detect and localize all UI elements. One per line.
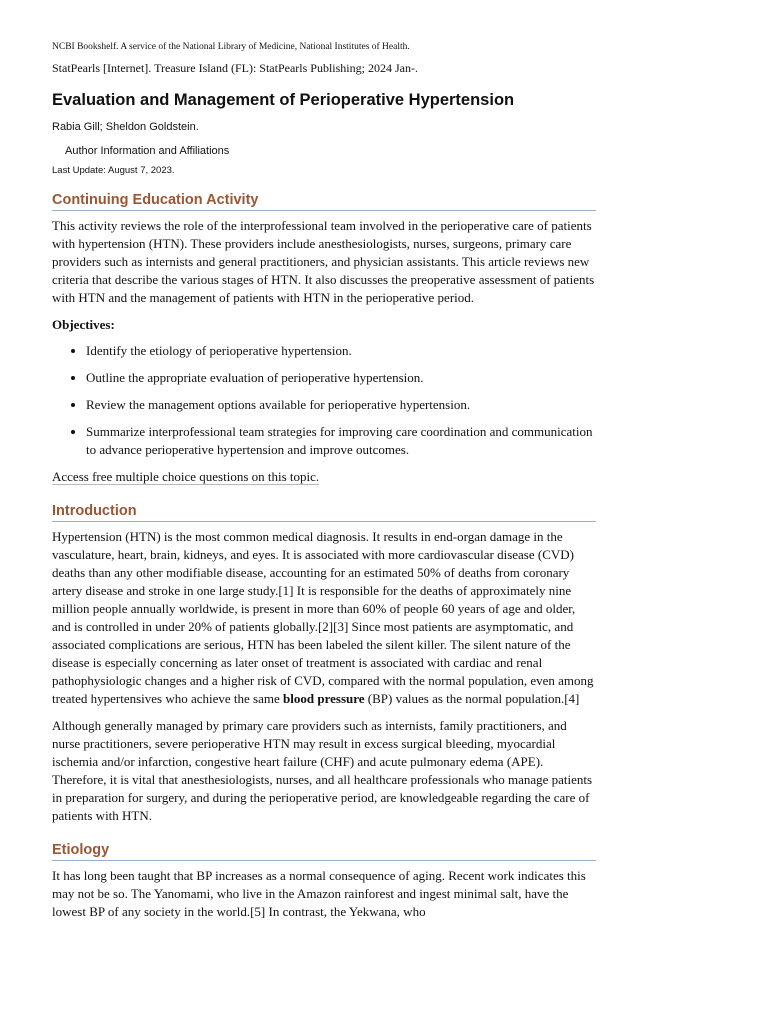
mcq-link-line — [52, 468, 596, 486]
article-title: Evaluation and Management of Perioperative Hypertension — [52, 91, 515, 109]
article-content — [52, 40, 596, 930]
section-heading-etiology: Etiology — [52, 841, 596, 861]
section-heading-cea: Continuing Education Activity — [52, 191, 596, 211]
ncbi-banner: NCBI Bookshelf. A service of the National Library of Medicine, National Institutes of Health. — [52, 42, 410, 52]
intro-p1-text: Hypertension (HTN) is the most common medical diagnosis. It results in end-organ damage in the vasculature, heart, brain, kidneys, and eyes. It is associated with more cardiovascular disease (CVD) deaths than any other modifiable disease, accounting for an estimated 50% of deaths from coronary artery disease and stroke in one large study.[1] It is responsible for the deaths of approximately nine million people annually worldwide, is present in more than 60% of people 60 years of age and older, and is controlled in under 20% of patients globally.[2][3] Since most patients are asymptomatic, and associated complications are serious, HTN has been labeled the silent killer. The silent nature of the disease is especially concerning as later onset of treatment is associated with cardiac and renal pathophysiologic changes and a higher risk of CVD, compared with the normal population, even among treated hypertensives who achieve the same — [52, 529, 594, 706]
objectives-list — [52, 342, 596, 459]
objective-item: • Outline the appropriate evaluation of perioperative hypertension. — [86, 369, 596, 387]
mcq-link[interactable]: Access free multiple choice questions on this topic. — [52, 469, 320, 484]
objectives-label: Objectives: — [52, 317, 115, 332]
blood-pressure-term: blood pressure — [283, 691, 365, 706]
section-continuing-education — [52, 191, 596, 486]
intro-paragraph-2: Although generally managed by primary care providers such as internists, family practitioners, and nurse practitioners, severe perioperative HTN may result in excess surgical bleeding, myocardial ischemia and/or infarction, congestive heart failure (CHF) and acute pulmonary edema (APE). Therefore, it is vital that anesthesiologists, nurses, and all healthcare professionals who manage patients in preparation for surgery, and during the perioperative period, are knowledgeable regarding the care of patients with HTN. — [52, 718, 593, 823]
section-introduction — [52, 502, 596, 825]
section-etiology — [52, 841, 596, 921]
section-heading-introduction: Introduction — [52, 502, 596, 522]
book-citation: StatPearls [Internet]. Treasure Island (FL): StatPearls Publishing; 2024 Jan-. — [52, 61, 418, 75]
author-affiliations-link[interactable]: Author Information and Affiliations — [65, 145, 230, 157]
objective-item: • Summarize interprofessional team strategies for improving care coordination and communication to advance perioperative hypertension and improve outcomes. — [86, 423, 596, 459]
objective-item: • Review the management options available for perioperative hypertension. — [86, 396, 596, 414]
article-authors: Rabia Gill; Sheldon Goldstein. — [52, 121, 199, 133]
intro-p1-text-end: (BP) values as the normal population.[4] — [364, 691, 580, 706]
objective-item: • Identify the etiology of perioperative hypertension. — [86, 342, 596, 360]
cea-paragraph: This activity reviews the role of the interprofessional team involved in the perioperative care of patients with hypertension (HTN). These providers include anesthesiologists, nurses, surgeons, primary care providers such as internists and general practitioners, and physician assistants. This article reviews new criteria that describe the various stages of HTN. It also discusses the preoperative assessment of patients with HTN and the management of patients with HTN in the perioperative period. — [52, 218, 595, 305]
etiology-paragraph-1: It has long been taught that BP increases as a normal consequence of aging. Recent work indicates this may not be so. The Yanomami, who live in the Amazon rainforest and ingest minimal salt, have the lowest BP of any society in the world.[5] In contrast, the Yekwana, who — [52, 868, 586, 919]
intro-paragraph-1 — [52, 528, 596, 708]
last-update: Last Update: August 7, 2023. — [52, 165, 175, 176]
